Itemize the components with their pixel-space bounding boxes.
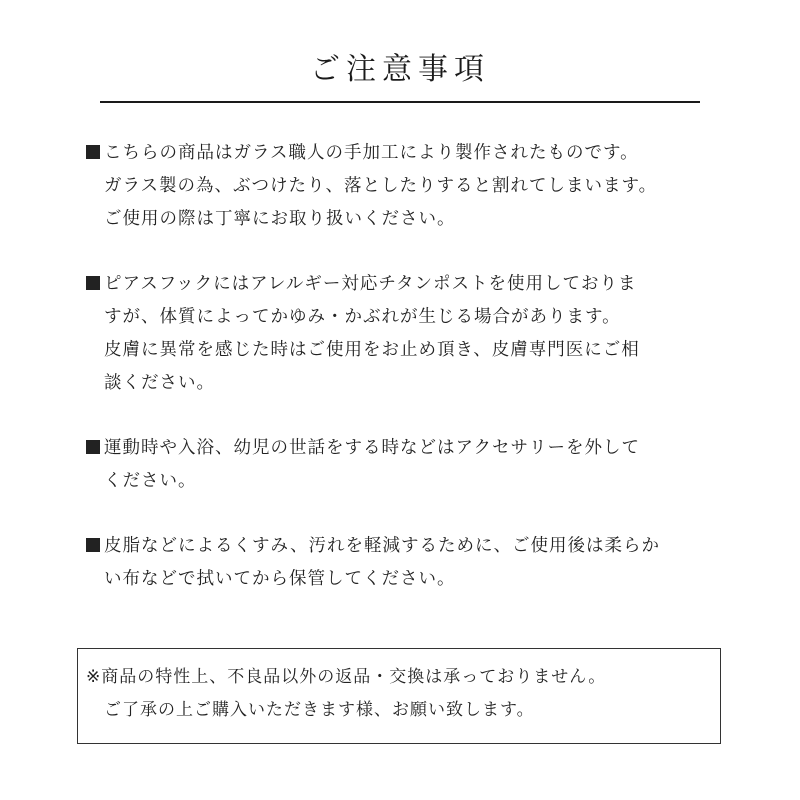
- notice-line: ご使用の際は丁寧にお取り扱いください。: [104, 209, 456, 229]
- notice-item-glass-handmade: [86, 137, 726, 236]
- notice-text: ピアスフックにはアレルギー対応チタンポストを使用しておりま: [104, 274, 637, 294]
- notice-item-care-storage: [86, 530, 726, 596]
- notice-line: い布などで拭いてから保管してください。: [104, 569, 456, 589]
- disclaimer-text: [86, 661, 606, 727]
- notice-text: こちらの商品はガラス職人の手加工により製作されたものです。: [104, 143, 639, 163]
- square-bullet-icon: [86, 538, 100, 552]
- notice-line: [86, 432, 726, 465]
- disclaimer-line: ※商品の特性上、不良品以外の返品・交換は承っておりません。: [86, 667, 607, 687]
- notice-text: 運動時や入浴、幼児の世話をする時などはアクセサリーを外して: [104, 438, 640, 458]
- notice-line: [86, 530, 726, 563]
- notice-line: 皮膚に異常を感じた時はご使用をお止め頂き、皮膚専門医にご相: [104, 340, 640, 360]
- disclaimer-line: ご了承の上ご購入いただきます様、お願い致します。: [104, 700, 535, 720]
- title-divider: [100, 101, 700, 103]
- square-bullet-icon: [86, 440, 100, 454]
- notice-text: 皮脂などによるくすみ、汚れを軽減するために、ご使用後は柔らか: [104, 536, 661, 556]
- notice-line: [86, 137, 726, 170]
- page-title: ご注意事項: [310, 52, 490, 87]
- notice-line: [86, 268, 726, 301]
- square-bullet-icon: [86, 276, 100, 290]
- notice-line: 談ください。: [104, 373, 215, 393]
- notice-item-allergy: [86, 268, 726, 400]
- square-bullet-icon: [86, 145, 100, 159]
- notice-line: ください。: [104, 471, 197, 491]
- notice-line: ガラス製の為、ぶつけたり、落としたりすると割れてしまいます。: [104, 176, 658, 196]
- notice-item-remove-accessory: [86, 432, 726, 498]
- notice-line: すが、体質によってかゆみ・かぶれが生じる場合があります。: [104, 307, 621, 327]
